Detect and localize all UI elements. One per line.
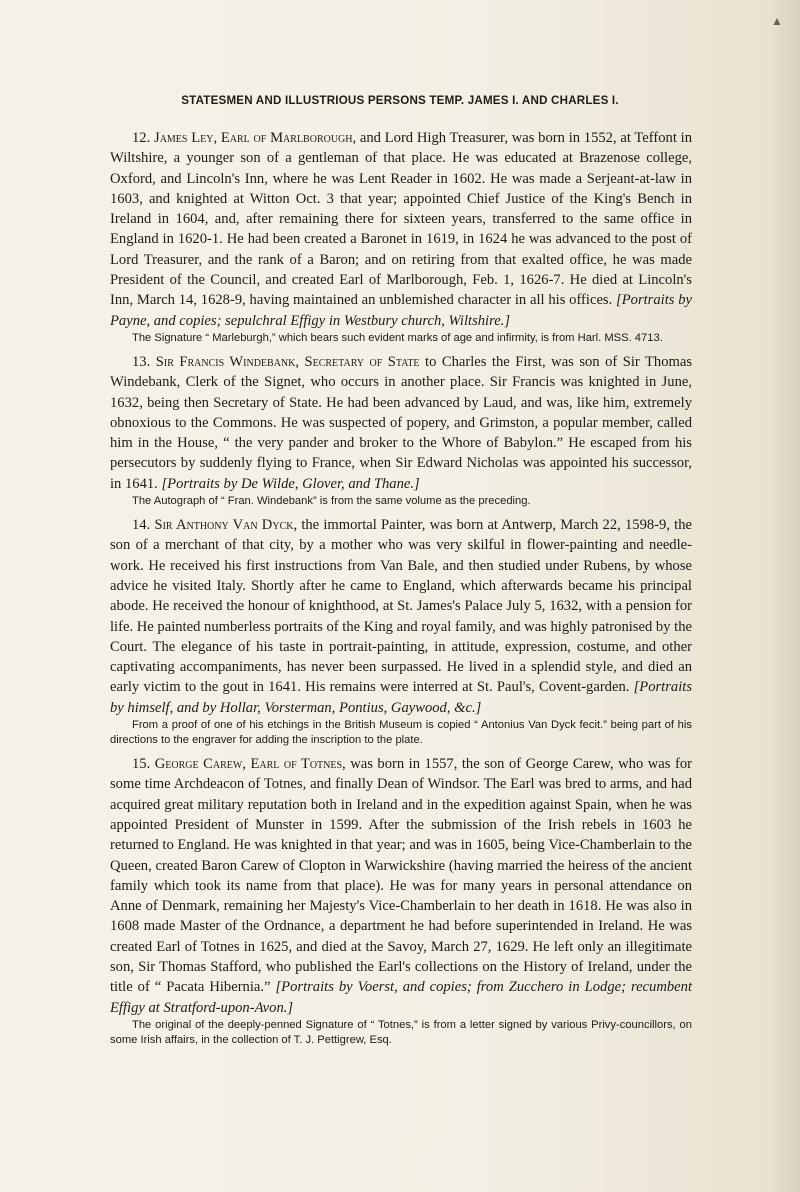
entry-name: James Ley, Earl of Marlborough, [154,130,357,146]
entry-number: 15. [132,756,151,773]
corner-arrow-icon: ▲ [771,14,783,28]
page-content [110,128,692,1054]
entry-portraits: [Portraits by De Wilde, Glover, and Thane.] [161,475,420,492]
entry-windebank [110,352,692,509]
entry-text [110,352,692,494]
entry-carew [110,754,692,1048]
entry-portraits: [Portraits by himself, and by Hollar, Vorsterman, Pontius, Gaywood, &c.] [110,679,692,716]
entry-note: The Signature “ Marleburgh,” which bears such evident marks of age and infirmity, is from Harl. MSS. 4713. [132,331,663,344]
running-head: STATESMEN AND ILLUSTRIOUS PERSONS TEMP. JAMES I. AND CHARLES I. [181,94,619,107]
entry-body: and Lord High Treasurer, was born in 1552, at Teffont in Wiltshire, a younger son of a gentleman of that place. He was educated at Brazenose college, Oxford, and Lincoln's Inn, where he was Lent Reader in 1602. He was made a Serjeant-at-law in 1603, and knighted at Witton Oct. 3 that year; appointed Chief Justice of the King's Bench in Ireland in 1604, and, after remaining there for sixteen years, transferred to the same office in England in 1620-1. He had been created a Baronet in 1619, in 1624 he was advanced to the post of Lord Treasurer, and the rank of a Baron; and on retiring from that exalted office, he was made President of the Council, and created Earl of Marlborough, Feb. 1, 1626-7. He died at Lincoln's Inn, March 14, 1628-9, having maintained an unblemished character in all his offices. [110,130,692,309]
entry-text [110,515,692,718]
entry-van-dyck [110,515,692,748]
entry-ley [110,128,692,346]
entry-name: George Carew, Earl of Totnes, [154,756,346,773]
entry-body: to Charles the First, was son of Sir Thomas Windebank, Clerk of the Signet, who occurs in another place. Sir Francis was knighted in June, 1632, being then Secretary of State. He had been advanced by Laud, and was, like him, extremely obnoxious to the Commons. He was suspected of popery, and Grimston, a popular member, called him in the House, “ the very pander and broker to the Whore of Babylon.” He escaped from his persecutors by suddenly flying to France, when Sir Edward Nicholas was appointed his successor, in 1641. [110,353,693,492]
entry-body: the immortal Painter, was born at Antwerp, March 22, 1598-9, the son of a merchant of that city, by a mother who was very skilful in flower-painting and needle-work. He received his first instructions from Van Bale, and then studied under Rubens, by whose advice he visited Italy. Shortly after he came to England, which afterwards became his principal abode. He received the honour of knighthood, at St. James's Palace July 5, 1632, with a pension for life. He painted numberless portraits of the King and royal family, and was highly patronised by the Court. The elegance of his taste in portrait-painting, in attitude, expression, costume, and other captivating accompaniments, has never been surpassed. He lived in a splendid style, and died an early victim to the gout in 1641. His remains were interred at St. Paul's, Covent-garden. [110,517,692,696]
entry-name: Sir Anthony Van Dyck, [154,517,298,534]
entry-note: From a proof of one of his etchings in the British Museum is copied “ Antonius Van Dyck fecit.” being part of his directions to the engraver for adding the inscription to the plate. [110,719,692,747]
entry-number: 14. [132,517,151,534]
entry-portraits: [Portraits by Voerst, and copies; from Zucchero in Lodge; recumbent Effigy at Stratford-upon-Avon.] [110,979,692,1016]
entry-body: was born in 1557, the son of George Carew, who was for some time Archdeacon of Totnes, and finally Dean of Windsor. The Earl was bred to arms, and had acquired great military reputation both in Ireland and in the expedition against Spain, when he was appointed President of Munster in 1599. After the submission of the Irish rebels in 1603 he returned to England. He was knighted in that year; and was in 1605, being Vice-Chamberlain to the Queen, created Baron Carew of Clopton in Warwickshire (having married the heiress of the ancient family which took its name from that place). He was for many years in personal attendance on Anne of Denmark, remaining her Majesty's Vice-Chamberlain to her death in 1618. He was also in 1608 made Master of the Ordnance, a department he had before superintended in Ireland. He was created Earl of Totnes in 1625, and died at the Savoy, March 27, 1629. He left only an illegitimate son, Sir Thomas Stafford, who published the Earl's collections on the History of Ireland, under the title of “ Pacata Hibernia.” [110,756,692,996]
entry-name: Sir Francis Windebank, Secretary of State [155,353,420,370]
entry-number: 13. [132,353,151,370]
entry-text [110,754,692,1018]
entry-text [110,128,692,331]
entry-number: 12. [132,130,151,146]
entry-portraits: [Portraits by Payne, and copies; sepulchral Effigy in Westbury church, Wiltshire.] [110,292,692,329]
entry-note: The Autograph of “ Fran. Windebank” is from the same volume as the preceding. [132,495,531,508]
entry-note: The original of the deeply-penned Signature of “ Totnes,” is from a letter signed by various Privy-councillors, on some Irish affairs, in the collection of T. J. Pettigrew, Esq. [110,1018,692,1046]
